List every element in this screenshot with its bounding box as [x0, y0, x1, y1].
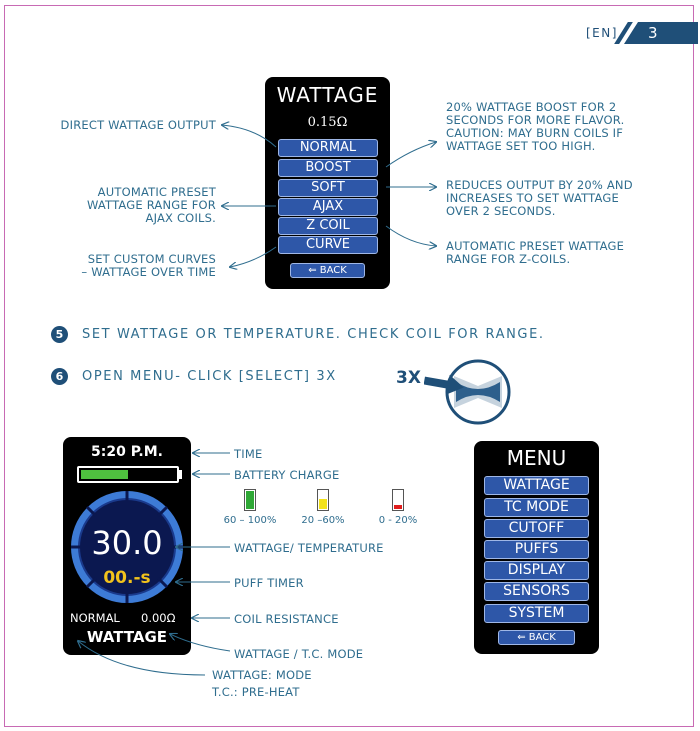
step-6-text: OPEN MENU- CLICK [SELECT] 3X — [82, 369, 337, 384]
main-mode: NORMAL — [70, 611, 120, 625]
option-boost[interactable]: BOOST — [278, 159, 378, 177]
arrow-mode-note — [78, 641, 205, 675]
option-curve[interactable]: CURVE — [278, 236, 378, 254]
arrow-curve — [230, 247, 276, 267]
label-coil: COIL RESISTANCE — [234, 612, 339, 626]
label-mode-note: WATTAGE: MODE T.C.: PRE-HEAT — [212, 668, 312, 699]
option-normal[interactable]: NORMAL — [278, 139, 378, 157]
label-battery: BATTERY CHARGE — [234, 468, 340, 482]
label-ajax: AUTOMATIC PRESET WATTAGE RANGE FOR AJAX COILS. — [86, 185, 216, 225]
label-z-coil: AUTOMATIC PRESET WATTAGE RANGE FOR Z-COILS. — [446, 239, 625, 266]
step-5-badge: 5 — [51, 326, 68, 343]
battery-range-low: 0 - 20% — [378, 515, 418, 526]
menu-item-system[interactable]: SYSTEM — [484, 604, 589, 623]
battery-range-high: 60 – 100% — [223, 515, 277, 526]
select-3x-label: 3X — [396, 368, 421, 388]
main-resistance: 0.00Ω — [141, 611, 176, 625]
label-curve: SET CUSTOM CURVES – WATTAGE OVER TIME — [81, 252, 216, 279]
label-direct-wattage: DIRECT WATTAGE OUTPUT — [60, 118, 216, 132]
main-time: 5:20 P.M. — [91, 444, 163, 460]
main-value: 30.0 — [91, 524, 163, 562]
option-z-coil[interactable]: Z COIL — [278, 217, 378, 235]
menu-item-puffs[interactable]: PUFFS — [484, 540, 589, 559]
step-5-text: SET WATTAGE OR TEMPERATURE. CHECK COIL FOR RANGE. — [82, 327, 545, 342]
main-mode-title: WATTAGE — [86, 628, 168, 646]
option-ajax[interactable]: AJAX — [278, 198, 378, 216]
label-value: WATTAGE/ TEMPERATURE — [234, 541, 384, 555]
label-puff: PUFF TIMER — [234, 576, 304, 590]
wattage-screen-resistance: 0.15Ω — [307, 115, 348, 130]
menu-item-cutoff[interactable]: CUTOFF — [484, 519, 589, 538]
arrow-normal — [222, 125, 276, 147]
menu-item-display[interactable]: DISPLAY — [484, 561, 589, 580]
arrow-mode — [170, 634, 230, 651]
wattage-screen-title: WATTAGE — [276, 83, 379, 107]
option-soft[interactable]: SOFT — [278, 179, 378, 197]
language-tag: [EN] — [586, 26, 618, 40]
arrow-z-coil — [386, 226, 436, 246]
puff-timer: 00.-s — [103, 568, 151, 588]
label-soft: REDUCES OUTPUT BY 20% AND INCREASES TO SET WATTAGE OVER 2 SECONDS. — [446, 178, 633, 218]
menu-item-wattage[interactable]: WATTAGE — [484, 476, 589, 495]
menu-item-tc-mode[interactable]: TC MODE — [484, 498, 589, 517]
arrow-boost — [386, 142, 436, 167]
wattage-back-button[interactable]: ⇐ BACK — [290, 263, 365, 278]
battery-range-mid: 20 –60% — [301, 515, 345, 526]
label-time: TIME — [234, 447, 263, 461]
menu-title: MENU — [506, 446, 567, 470]
label-mode: WATTAGE / T.C. MODE — [234, 647, 364, 661]
step-6-badge: 6 — [51, 368, 68, 385]
page-number: 3 — [648, 24, 658, 42]
label-boost: 20% WATTAGE BOOST FOR 2 SECONDS FOR MORE FLAVOR. CAUTION: MAY BURN COILS IF WATTAGE SET TOO HIGH. — [446, 100, 625, 153]
menu-back-button[interactable]: ⇐ BACK — [498, 630, 575, 645]
menu-item-sensors[interactable]: SENSORS — [484, 582, 589, 601]
